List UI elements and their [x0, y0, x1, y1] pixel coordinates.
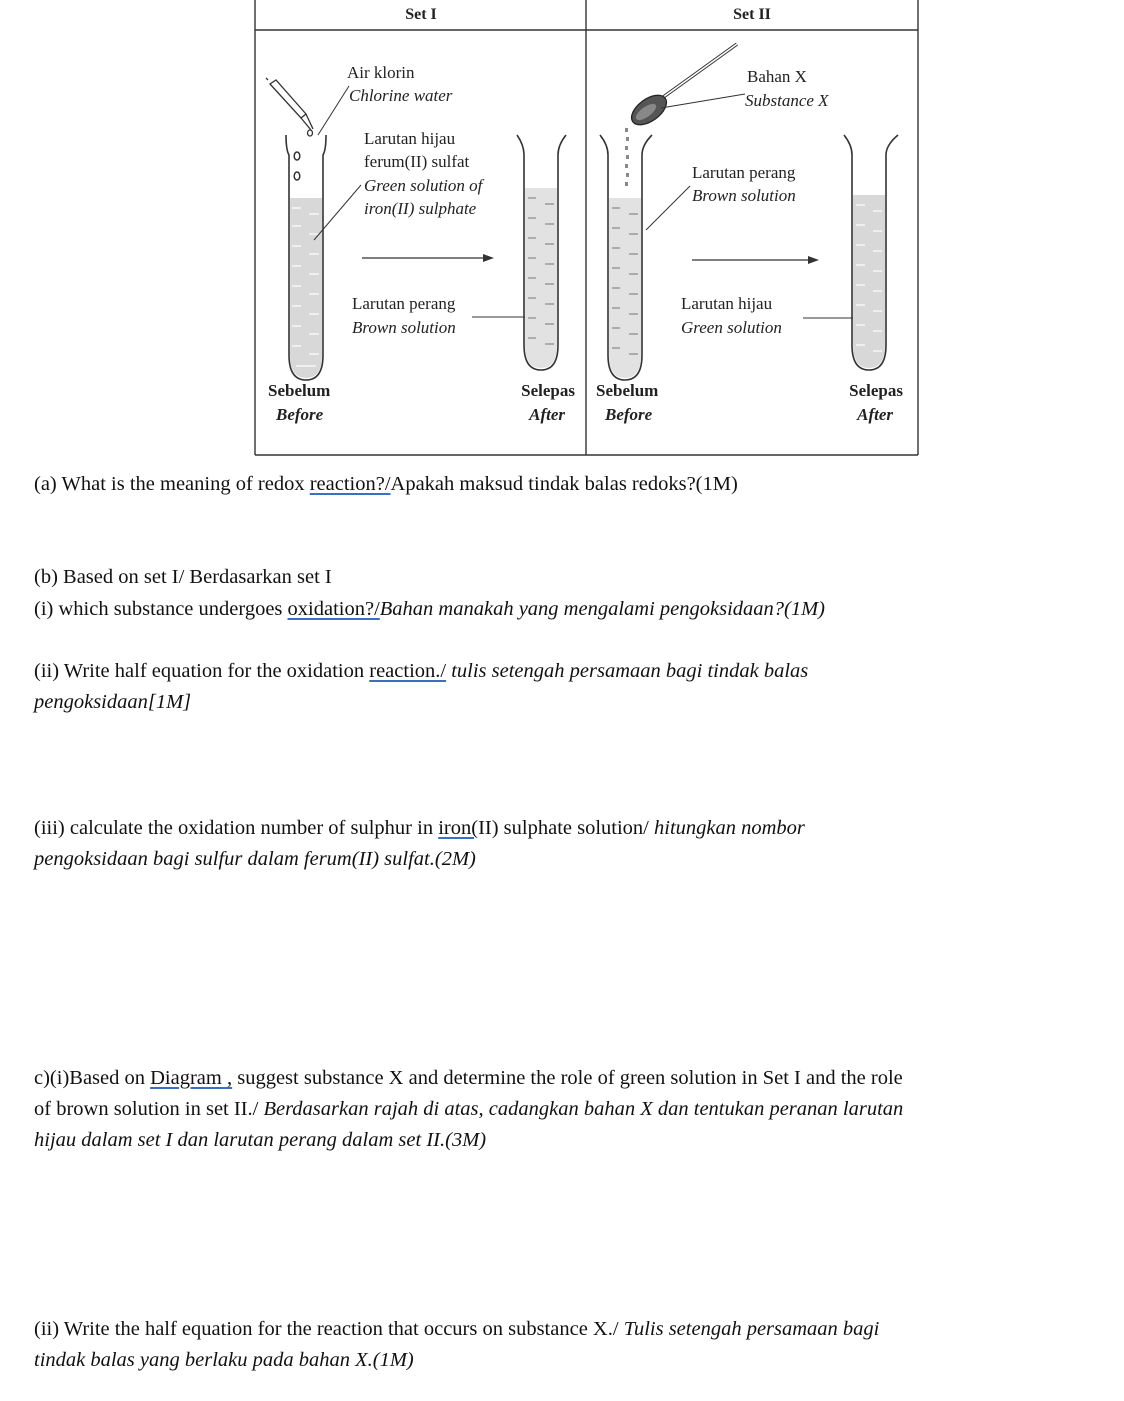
spoon-icon: [626, 44, 737, 131]
question-c-i-text-3: of brown solution in set II./: [34, 1098, 264, 1120]
set1-after-test-tube: [517, 135, 566, 370]
question-a-text: (a) What is the meaning of redox: [34, 473, 310, 495]
question-c-ii-text: (ii) Write the half equation for the reaction that occurs on substance X./: [34, 1318, 624, 1340]
question-c-ii-malay-2: tindak balas yang berlaku pada bahan X.(1M): [34, 1349, 414, 1371]
set2-after-en: After: [857, 405, 893, 424]
question-c-i-text-2: suggest substance X and determine the role of green solution in Set I and the role: [232, 1067, 903, 1089]
question-b-ii-underlined: reaction./: [369, 660, 447, 682]
set1-solution-ms-1: Larutan hijau: [364, 129, 456, 148]
set1-product-en: Brown solution: [352, 318, 456, 337]
question-b-iii-malay-1: hitungkan nombor: [654, 817, 805, 839]
set2-product-en: Green solution: [681, 318, 782, 337]
set1-before-test-tube: [286, 135, 326, 380]
question-b-iii: [34, 813, 805, 875]
experiment-diagram: [0, 0, 1124, 460]
question-c-i-malay-2: hijau dalam set I dan larutan perang dalam set II.(3M): [34, 1129, 487, 1151]
set1-reagent-pointer: [318, 86, 349, 135]
set2-reaction-arrow: [692, 256, 819, 264]
chlorine-drops: [294, 152, 300, 180]
dropper-icon: [266, 78, 313, 136]
question-b-i-malay: Bahan manakah yang mengalami pengoksidaan?(1M): [379, 598, 825, 620]
set2-solution-en: Brown solution: [692, 186, 796, 205]
question-c-i-malay-1: Berdasarkan rajah di atas, cadangkan bahan X dan tentukan peranan larutan: [263, 1098, 904, 1120]
question-b-i-text: (i) which substance undergoes: [34, 598, 288, 620]
question-c-i: [34, 1063, 903, 1156]
set2-after-test-tube: [844, 135, 898, 370]
set1-after-ms: Selepas: [521, 381, 575, 400]
set2-after-ms: Selepas: [849, 381, 903, 400]
question-b-i: [34, 594, 825, 625]
question-b-intro: (b) Based on set I/ Berdasarkan set I: [34, 566, 332, 588]
set2-solution-pointer: [646, 186, 690, 230]
question-c-ii-malay-1: Tulis setengah persamaan bagi: [623, 1318, 880, 1340]
question-b-iii-malay-2: pengoksidaan bagi sulfur dalam ferum(II) sulfat.(2M): [34, 848, 476, 870]
set1-reagent-en: Chlorine water: [349, 86, 453, 105]
question-b-ii: [34, 656, 808, 718]
set1-solution-en-1: Green solution of: [364, 176, 483, 195]
set2-reagent-en: Substance X: [745, 91, 829, 110]
set2-reagent-pointer: [661, 94, 745, 108]
question-b-iii-underlined: iron(: [438, 817, 479, 839]
set1-solution-en-2: iron(II) sulphate: [364, 199, 477, 218]
set1-reagent-ms: Air klorin: [347, 63, 415, 82]
question-a-malay: Apakah maksud tindak balas redoks?(1M): [390, 473, 738, 495]
set2-product-ms: Larutan hijau: [681, 294, 773, 313]
set2-before-ms: Sebelum: [596, 381, 659, 400]
set1-reaction-arrow: [362, 254, 494, 262]
question-b-ii-malay-1: tulis setengah persamaan bagi tindak balas: [446, 660, 809, 682]
question-c-i-underlined: Diagram ,: [150, 1067, 233, 1089]
question-b-iii-text-2: II) sulphate solution/: [478, 817, 654, 839]
question-b-ii-malay-2: pengoksidaan[1M]: [34, 691, 192, 713]
substance-x-falling: [625, 128, 629, 186]
set2-before-en: Before: [605, 405, 653, 424]
question-b-iii-text: (iii) calculate the oxidation number of sulphur in: [34, 817, 439, 839]
question-a: [34, 469, 738, 500]
question-b-i-underlined: oxidation?/: [287, 598, 380, 620]
set1-solution-ms-2: ferum(II) sulfat: [364, 152, 470, 171]
question-c-ii: [34, 1314, 879, 1376]
question-a-underlined: reaction?/: [309, 473, 391, 495]
set1-before-en: Before: [276, 405, 324, 424]
set2-solution-ms: Larutan perang: [692, 163, 796, 182]
set1-after-en: After: [529, 405, 565, 424]
set2-reagent-ms: Bahan X: [747, 67, 807, 86]
question-b-ii-text: (ii) Write half equation for the oxidation: [34, 660, 370, 682]
set2-before-test-tube: [600, 135, 652, 380]
set2-header: Set II: [733, 6, 771, 23]
set1-header: Set I: [405, 6, 437, 23]
set1-product-ms: Larutan perang: [352, 294, 456, 313]
question-c-i-text: c)(i)Based on: [34, 1067, 151, 1089]
set1-before-ms: Sebelum: [268, 381, 331, 400]
